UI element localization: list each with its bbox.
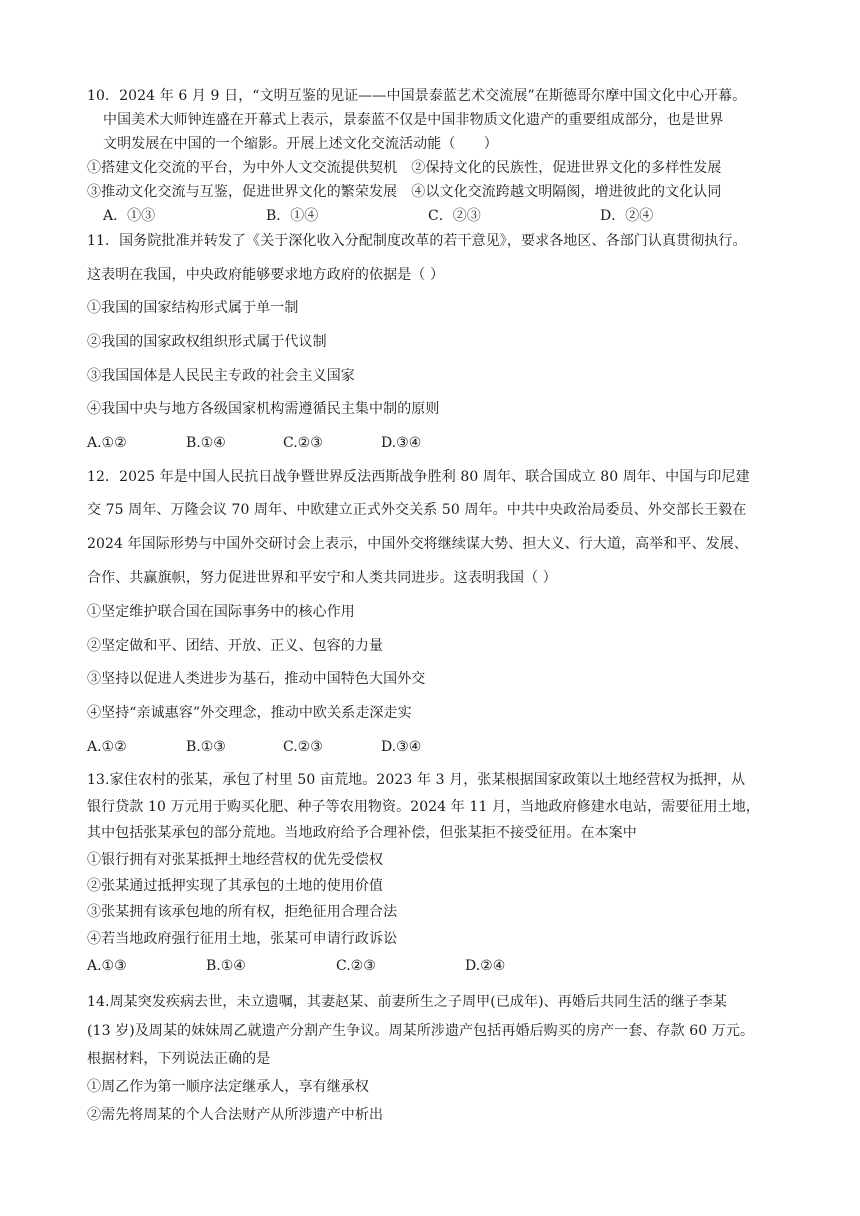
q13-option-c: C.②③ — [336, 958, 376, 974]
q11-option-b: B.①④ — [186, 435, 226, 451]
q11-statement-2: ②我国的国家政权组织形式属于代议制 — [87, 334, 327, 350]
q11-stem-line-1: 11．国务院批准并转发了《关于深化收入分配制度改革的若干意见》，要求各地区、各部门认真贯彻执行。 — [87, 233, 747, 249]
q13-stem-line-3: 其中包括张某承包的部分荒地。当地政府给予合理补偿，但张某拒不接受征用。在本案中 — [87, 825, 637, 841]
q11-statement-3: ③我国国体是人民民主专政的社会主义国家 — [87, 368, 355, 384]
q14-stem-line-3: 根据材料，下列说法正确的是 — [87, 1051, 271, 1067]
q14-stem-line-1: 14.周某突发疾病去世，未立遗嘱，其妻赵某、前妻所生之子周甲(已成年)、再婚后共同生活的继子李某 — [87, 994, 727, 1010]
q10-option-c: C．②③ — [428, 208, 481, 224]
q13-statement-3: ③张某拥有该承包地的所有权，拒绝征用合理合法 — [87, 904, 398, 920]
q11-stem-line-2: 这表明在我国，中央政府能够要求地方政府的依据是（ ） — [87, 267, 445, 283]
q12-option-c: C.②③ — [283, 739, 323, 755]
q11-option-d: D.③④ — [381, 435, 422, 451]
q13-option-b: B.①④ — [206, 958, 246, 974]
q12-statement-3: ③坚持以促进人类进步为基石，推动中国特色大国外交 — [87, 671, 426, 687]
q12-statement-2: ②坚定做和平、团结、开放、正义、包容的力量 — [87, 638, 384, 654]
q13-option-d: D.②④ — [465, 958, 506, 974]
q13-option-a: A.①③ — [87, 958, 127, 974]
q10-statement-1: ①搭建文化交流的平台，为中外人文交流提供契机 ②保持文化的民族性，促进世界文化的多样性发展 — [87, 160, 722, 176]
q10-stem-line-3: 文明发展在中国的一个缩影。开展上述文化交流活动能（ ） — [103, 136, 498, 152]
q12-option-a: A.①② — [87, 739, 127, 755]
q12-stem-line-2: 交 75 周年、万隆会议 70 周年、中欧建立正式外交关系 50 周年。中共中央政治局委员、外交部长王毅在 — [87, 502, 747, 518]
q12-stem-line-3: 2024 年国际形势与中国外交研讨会上表示，中国外交将继续谋大势、担大义、行大道，高举和平、发展、 — [87, 536, 748, 552]
q11-statement-1: ①我国的国家结构形式属于单一制 — [87, 300, 299, 316]
q10-option-b: B．①④ — [266, 208, 319, 224]
q13-stem-line-2: 银行贷款 10 万元用于购买化肥、种子等农用物资。2024 年 11 月，当地政府修建水电站，需要征用土地， — [87, 799, 760, 815]
q10-stem-line-1: 10．2024 年 6 月 9 日，“文明互鉴的见证——中国景泰蓝艺术交流展”在斯德哥尔摩中国文化中心开幕。 — [87, 88, 747, 104]
q11-option-c: C.②③ — [283, 435, 323, 451]
q14-stem-line-2: (13 岁)及周某的妹妹周乙就遗产分割产生争议。周某所涉遗产包括再婚后购买的房产一套、存款 60 万元。 — [87, 1023, 755, 1039]
q13-statement-1: ①银行拥有对张某抵押土地经营权的优先受偿权 — [87, 852, 384, 868]
q13-stem-line-1: 13.家住农村的张某，承包了村里 50 亩荒地。2023 年 3 月，张某根据国家政策以土地经营权为抵押，从 — [87, 772, 746, 788]
q13-statement-4: ④若当地政府强行征用土地，张某可申请行政诉讼 — [87, 931, 398, 947]
q10-option-d: D．②④ — [600, 208, 654, 224]
q14-statement-1: ①周乙作为第一顺序法定继承人，享有继承权 — [87, 1079, 369, 1095]
q13-statement-2: ②张某通过抵押实现了其承包的土地的使用价值 — [87, 878, 384, 894]
q12-stem-line-1: 12．2025 年是中国人民抗日战争暨世界反法西斯战争胜利 80 周年、联合国成立 80 周年、中国与印尼建 — [87, 469, 750, 485]
q10-stem-line-2: 中国美术大师钟连盛在开幕式上表示，景泰蓝不仅是中国非物质文化遗产的重要组成部分，也是世界 — [103, 112, 724, 128]
q12-statement-1: ①坚定维护联合国在国际事务中的核心作用 — [87, 604, 355, 620]
q11-statement-4: ④我国中央与地方各级国家机构需遵循民主集中制的原则 — [87, 401, 440, 417]
q12-stem-line-4: 合作、共赢旗帜，努力促进世界和平安宁和人类共同进步。这表明我国（ ） — [87, 570, 557, 586]
q12-option-d: D.③④ — [381, 739, 422, 755]
q10-statement-2: ③推动文化交流与互鉴，促进世界文化的繁荣发展 ④以文化交流跨越文明隔阂，增进彼此的文化认同 — [87, 184, 722, 200]
q10-option-a: A．①③ — [103, 208, 156, 224]
q11-option-a: A.①② — [87, 435, 127, 451]
q12-statement-4: ④坚持“亲诚惠容”外交理念，推动中欧关系走深走实 — [87, 705, 412, 721]
q14-statement-2: ②需先将周某的个人合法财产从所涉遗产中析出 — [87, 1107, 384, 1123]
q12-option-b: B.①③ — [186, 739, 226, 755]
